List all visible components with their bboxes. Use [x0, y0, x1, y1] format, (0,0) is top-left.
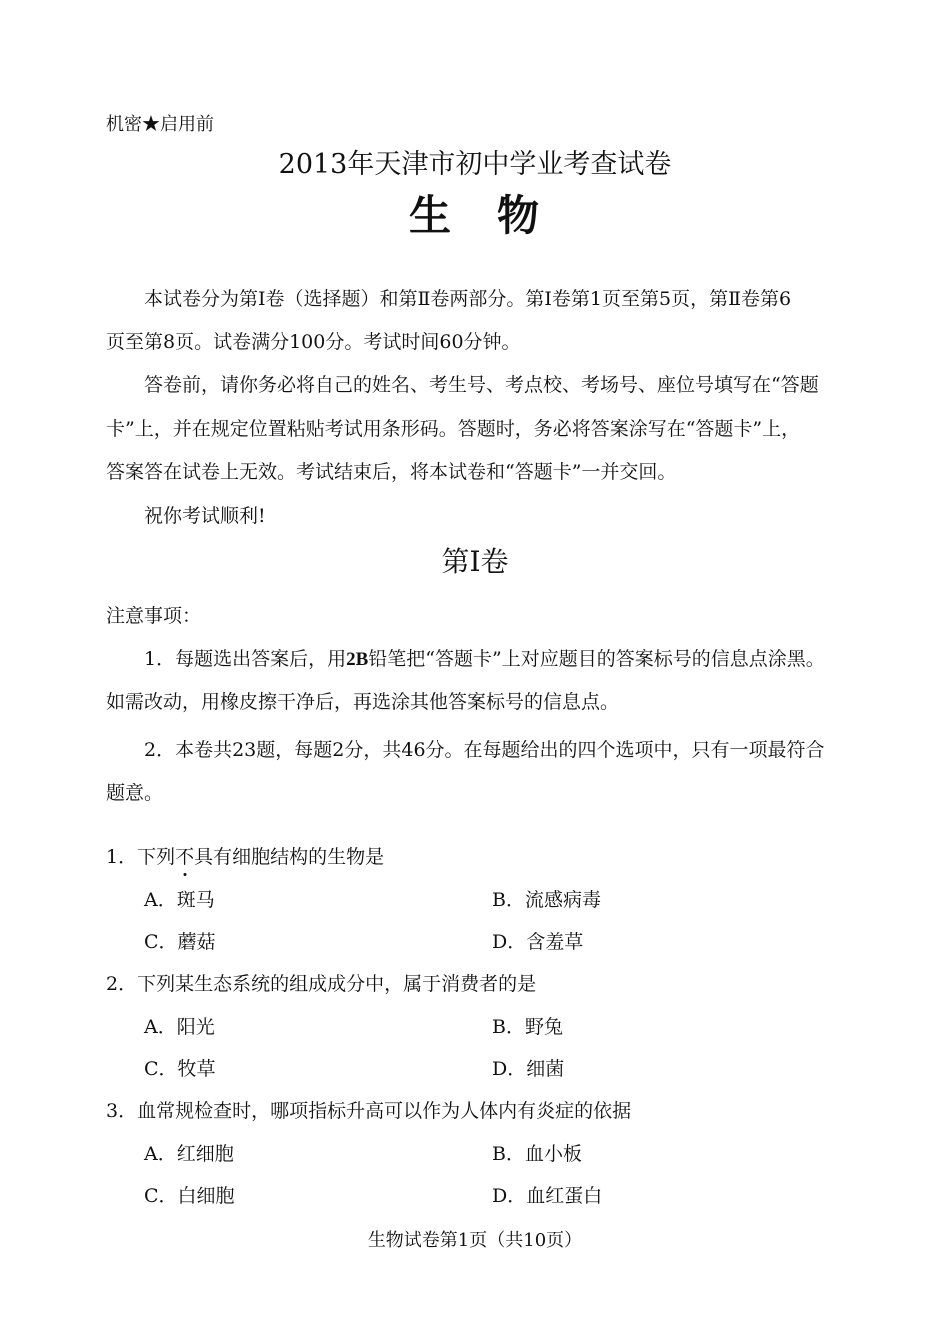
question-1-option-b: B．流感病毒 [492, 889, 601, 911]
note-2-line1: 2．本卷共23题，每题2分，共46分。在每题给出的四个选项中，只有一项最符合 [144, 739, 825, 761]
note-1-line1 [144, 650, 825, 669]
intro-p2-line3: 答案答在试卷上无效。考试结束后，将本试卷和“答题卡”一并交回。 [106, 461, 677, 483]
subject-char-1: 生 [408, 191, 453, 240]
question-1-stem-pre: 1．下列 [106, 846, 176, 868]
question-1-stem-post: 具有细胞结构的生物是 [194, 846, 385, 868]
exam-title: 2013年天津市初中学业考查试卷 [278, 149, 672, 180]
question-2-option-d: D．细菌 [492, 1058, 565, 1080]
intro-p2-line1: 答卷前，请你务必将自己的姓名、考生号、考点校、考场号、座位号填写在“答题 [144, 374, 819, 396]
intro-p3: 祝你考试顺利! [144, 505, 266, 527]
note-1-pre: 1．每题选出答案后，用 [144, 648, 347, 670]
question-3-option-d: D．血红蛋白 [492, 1185, 603, 1207]
intro-p1-line2: 页至第8页。试卷满分100分。考试时间60分钟。 [106, 331, 521, 353]
notes-heading: 注意事项： [106, 605, 202, 627]
question-2-option-c: C．牧草 [144, 1058, 216, 1080]
intro-p1-line1: 本试卷分为第Ⅰ卷（选择题）和第Ⅱ卷两部分。第Ⅰ卷第1页至第5页，第Ⅱ卷第6 [144, 288, 792, 310]
page-footer: 生物试卷第1页（共10页） [367, 1230, 583, 1251]
section-title: 第Ⅰ卷 [441, 545, 509, 578]
question-1-option-d: D．含羞草 [492, 931, 584, 953]
subject-char-2: 物 [497, 191, 542, 240]
intro-p2-line2: 卡”上，并在规定位置粘贴考试用条形码。答题时，务必将答案涂写在“答题卡”上， [106, 418, 801, 440]
note-1-post: 铅笔把“答题卡”上对应题目的答案标号的信息点涂黑。 [368, 648, 825, 670]
confidential-label: 机密★启用前 [106, 114, 214, 135]
question-3-option-b: B．血小板 [492, 1143, 582, 1165]
question-3-option-c: C．白细胞 [144, 1185, 235, 1207]
note-1-line2: 如需改动，用橡皮擦干净后，再选涂其他答案标号的信息点。 [106, 691, 620, 713]
subject-title [0, 183, 950, 243]
question-1-emphasis: 不 [175, 846, 195, 868]
question-3-stem: 3．血常规检查时，哪项指标升高可以作为人体内有炎症的依据 [106, 1100, 632, 1122]
question-1-option-c: C．蘑菇 [144, 931, 216, 953]
note-2-line2: 题意。 [106, 782, 164, 804]
question-2-option-a: A．阳光 [144, 1016, 215, 1038]
question-2-option-b: B．野兔 [492, 1016, 563, 1038]
question-1-option-a: A．斑马 [144, 889, 215, 911]
question-1-stem [106, 848, 384, 867]
note-1-bold: 2B [346, 649, 369, 670]
question-2-stem: 2．下列某生态系统的组成成分中，属于消费者的是 [106, 973, 537, 995]
question-3-option-a: A．红细胞 [144, 1143, 234, 1165]
